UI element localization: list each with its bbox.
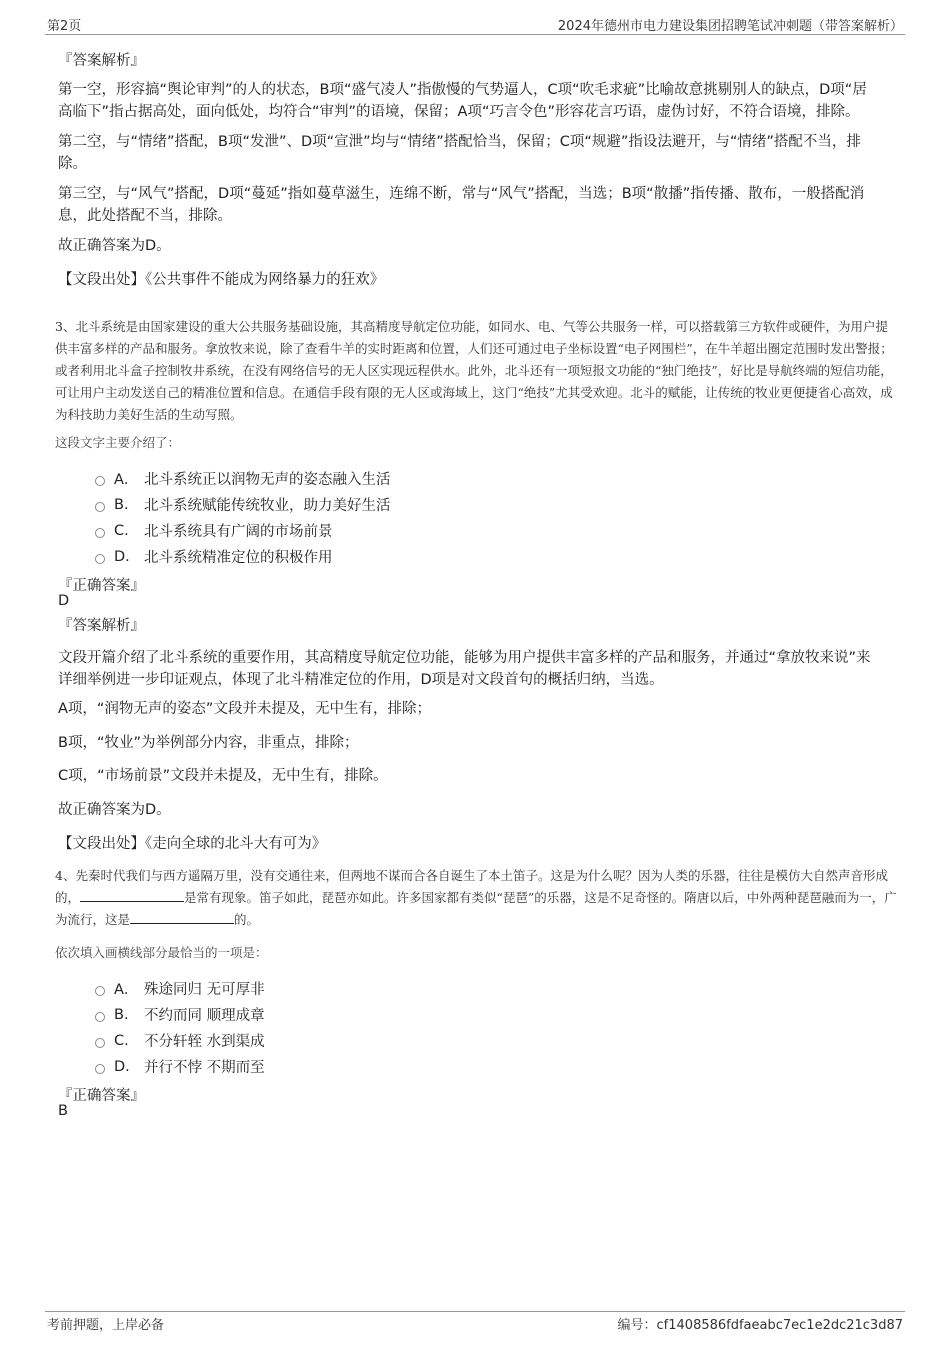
option-text: 不约而同 顺理成章	[144, 1008, 265, 1024]
option-letter: C.	[114, 1032, 129, 1049]
q4-option-a[interactable]	[95, 978, 265, 999]
q4-option-b[interactable]	[95, 1004, 265, 1025]
q3-correct-answer-label: 『正确答案』	[58, 578, 145, 594]
option-letter: B.	[114, 1006, 129, 1023]
option-text: 北斗系统具有广阔的市场前景	[144, 524, 333, 540]
radio-icon[interactable]	[95, 986, 105, 996]
option-letter: B.	[114, 496, 129, 513]
source-label: 【文段出处】	[58, 272, 145, 288]
page-number: 第2页	[47, 19, 82, 34]
q3-analysis-para-3: B项，“牧业”为举例部分内容，非重点，排除；	[58, 735, 359, 751]
q2-analysis-para-3: 第三空，与“风气”搭配，D项“蔓延”指如蔓草滋生，连绵不断，常与“风气”搭配，当选；B项“散播”指传播、散布，一般搭配消息，此处搭配不当，排除。	[58, 186, 865, 224]
code-value: cf1408586fdfaeabc7ec1e2dc21c3d87	[656, 1318, 903, 1333]
q3-analysis-para-2: A项，“润物无声的姿态”文段并未提及，无中生有，排除；	[58, 701, 431, 717]
q4-option-d[interactable]	[95, 1056, 265, 1077]
q3-question-text: 3、北斗系统是由国家建设的重大公共服务基础设施，其高精度导航定位功能，如同水、电、气等公共服务一样，可以搭载第三方软件或硬件，为用户提供丰富多样的产品和服务。拿放牧来说，除了查看牛羊的实时距离和位置，人们还可通过电子坐标设置“电子网围栏”，在牛羊超出圈定范围时发出警报；或者利用北斗盒子控制牧井系统，在没有网络信号的无人区实现远程供水。此外，北斗还有一项短报文功能的“独门绝技”，好比是导航终端的短信功能，可让用户主动发送自己的精准位置和信息。在通信手段有限的无人区或海域上，这门“绝技”尤其受欢迎。北斗的赋能，让传统的牧业更便捷省心高效，成为科技助力美好生活的生动写照。	[55, 319, 893, 422]
radio-icon[interactable]	[95, 1012, 105, 1022]
footer-divider	[45, 1311, 905, 1312]
q3-option-d[interactable]	[95, 546, 333, 567]
q2-analysis-label: 『答案解析』	[58, 53, 145, 69]
option-text: 并行不悖 不期而至	[144, 1060, 265, 1076]
option-letter: C.	[114, 522, 129, 539]
q4-correct-answer: B	[58, 1103, 68, 1119]
q4-option-c[interactable]	[95, 1030, 265, 1051]
q3-prompt: 这段文字主要介绍了：	[55, 435, 181, 450]
option-letter: D.	[114, 1058, 130, 1075]
q2-analysis-para-1: 第一空，形容搞“舆论审判”的人的状态，B项“盛气凌人”指傲慢的气势逼人，C项“吹毛求疵”比喻故意挑剔别人的缺点，D项“居高临下”指占据高处，面向低处，均符合“审判”的语境，保留；A项“巧言令色”形容花言巧语，虚伪讨好，不符合语境，排除。	[58, 82, 867, 120]
fill-blank-1[interactable]	[80, 889, 184, 902]
fill-blank-2[interactable]	[130, 911, 234, 924]
q4-text-part-3: 的。	[234, 912, 260, 927]
q3-option-c[interactable]	[95, 520, 333, 541]
q3-correct-answer: D	[58, 593, 70, 609]
header-divider	[45, 34, 905, 35]
radio-icon[interactable]	[95, 1064, 105, 1074]
radio-icon[interactable]	[95, 502, 105, 512]
option-letter: A．	[114, 472, 139, 488]
q4-question-text	[55, 865, 900, 931]
q3-option-a[interactable]	[95, 468, 391, 489]
source-label: 【文段出处】	[58, 836, 145, 852]
q3-analysis-label: 『答案解析』	[58, 618, 145, 634]
source-title: 《走向全球的北斗大有可为》	[145, 836, 327, 852]
q3-analysis-conclusion: 故正确答案为D。	[58, 802, 171, 818]
q4-text-part-1: 4、先秦时代我们与西方遥隔万里，没有交通往来，但两地不谋而合各自诞生了本土笛子。这是为什么呢？因为人类的乐器，往往是模仿大自然声音形成的，	[55, 868, 888, 905]
option-text: 北斗系统精准定位的积极作用	[144, 550, 333, 566]
source-title: 《公共事件不能成为网络暴力的狂欢》	[145, 272, 385, 288]
q2-analysis-para-2: 第二空，与“情绪”搭配，B项“发泄”、D项“宣泄”均与“情绪”搭配恰当，保留；C项“规避”指设法避开，与“情绪”搭配不当，排除。	[58, 134, 861, 172]
option-letter: D.	[114, 548, 130, 565]
option-text: 北斗系统正以润物无声的姿态融入生活	[144, 472, 391, 488]
radio-icon[interactable]	[95, 1038, 105, 1048]
document-title: 2024年德州市电力建设集团招聘笔试冲刺题（带答案解析）	[557, 19, 903, 34]
q4-correct-answer-label: 『正确答案』	[58, 1088, 145, 1104]
option-text: 北斗系统赋能传统牧业，助力美好生活	[144, 498, 391, 514]
code-label: 编号：	[617, 1318, 657, 1333]
q3-analysis-para-4: C项，“市场前景”文段并未提及，无中生有，排除。	[58, 768, 388, 784]
option-text: 不分轩轾 水到渠成	[144, 1034, 265, 1050]
q3-source	[58, 833, 878, 855]
radio-icon[interactable]	[95, 476, 105, 486]
q2-source	[58, 269, 878, 291]
document-code	[618, 1314, 903, 1333]
option-letter: A．	[114, 982, 139, 998]
q4-text-part-2: 是常有现象。笛子如此，琵琶亦如此。许多国家都有类似“琵琶”的乐器，这是不足奇怪的。隋唐以后，中外两种琵琶融而为一，广为流行，这是	[55, 890, 897, 927]
q3-option-b[interactable]	[95, 494, 391, 515]
q4-prompt: 依次填入画横线部分最恰当的一项是：	[55, 945, 268, 960]
option-text: 殊途同归 无可厚非	[144, 982, 265, 998]
q3-analysis-para-1: 文段开篇介绍了北斗系统的重要作用，其高精度导航定位功能，能够为用户提供丰富多样的产品和服务，并通过“拿放牧来说”来详细举例进一步印证观点，体现了北斗精准定位的作用，D项是对文段首句的概括归纳，当选。	[58, 650, 871, 688]
q2-analysis-conclusion: 故正确答案为D。	[58, 238, 171, 254]
footer-slogan: 考前押题，上岸必备	[47, 1318, 165, 1333]
radio-icon[interactable]	[95, 554, 105, 564]
radio-icon[interactable]	[95, 528, 105, 538]
